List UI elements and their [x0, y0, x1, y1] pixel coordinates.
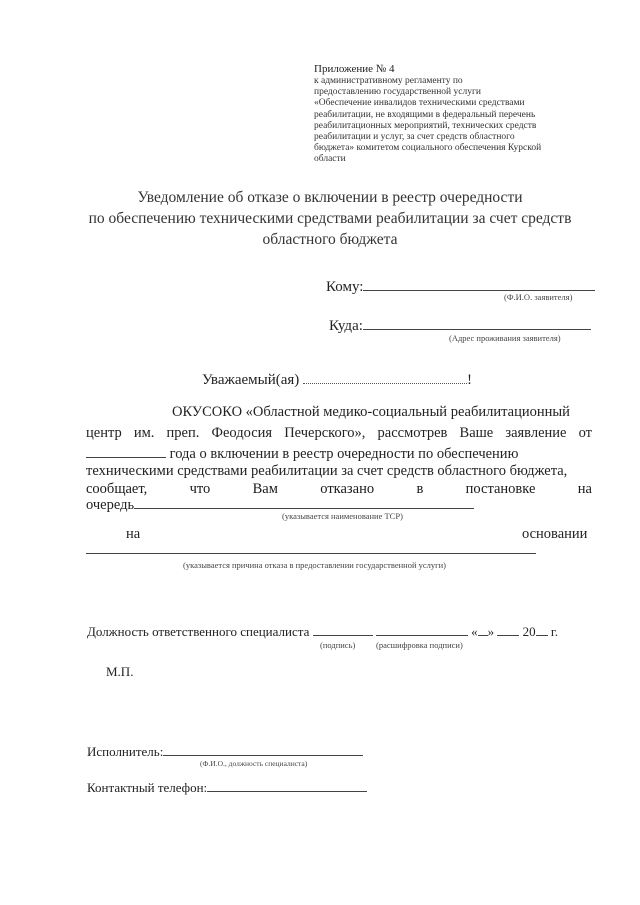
sign-caption: (подпись): [320, 640, 356, 650]
application-date-line[interactable]: [86, 457, 166, 458]
recipient-input-line[interactable]: [363, 290, 595, 291]
date-day-line[interactable]: [478, 635, 488, 636]
signature-line[interactable]: [313, 635, 373, 636]
phone-input-line[interactable]: [207, 791, 367, 792]
executor-label: Исполнитель:: [87, 744, 164, 759]
body-word: в: [416, 481, 424, 497]
address-caption: (Адрес проживания заявителя): [449, 333, 561, 343]
appendix-line: реабилитации и услуг, за счет средств областного: [314, 132, 515, 143]
tsr-caption: (указывается наименование ТСР): [282, 511, 403, 521]
stamp-label: М.П.: [106, 664, 134, 679]
title-line: областного бюджета: [262, 231, 398, 248]
appendix-line: реабилитационных мероприятий, технических средств: [314, 120, 537, 131]
greeting: [202, 372, 472, 389]
appendix-line: к административному регламенту по: [314, 76, 463, 86]
address-label: Куда:: [329, 318, 363, 334]
signature-row: [87, 624, 558, 640]
phone-label: Контактный телефон:: [87, 780, 208, 795]
date-close: »: [487, 624, 495, 639]
greeting-name-line[interactable]: [303, 383, 467, 384]
title-line: Уведомление об отказе о включении в реестр очередности: [137, 189, 523, 206]
body-word: постановке: [465, 481, 536, 497]
year-prefix: 20: [522, 624, 536, 639]
address-input-line[interactable]: [363, 329, 591, 330]
body-line-7-right: основании: [522, 526, 588, 542]
document-title: [60, 187, 600, 250]
decode-caption: (расшифровка подписи): [376, 640, 463, 650]
appendix-number: Приложение № 4: [314, 63, 395, 75]
body-line-1: ОКУСОКО «Областной медико-социальный реабилитационный: [172, 404, 570, 420]
body-line-4: техническими средствами реабилитации за счет средств областного бюджета,: [86, 463, 568, 479]
body-line-7-left: на: [126, 526, 141, 542]
body-line-6: [86, 497, 474, 514]
executor-field: [87, 744, 363, 760]
executor-input-line[interactable]: [163, 755, 363, 756]
body-word: на: [577, 481, 592, 497]
body-line-2: центр им. преп. Феодосия Печерского», рассмотрев Ваше заявление от: [86, 425, 592, 441]
body-line-3-text: года о включении в реестр очередности по обеспечению: [169, 446, 519, 462]
executor-caption: (Ф.И.О., должность специалиста): [200, 759, 308, 768]
body-word: сообщает,: [86, 481, 148, 497]
date-open: «: [471, 624, 478, 639]
body-word: отказано: [320, 481, 375, 497]
greeting-end: !: [467, 372, 473, 388]
title-line: по обеспечению техническими средствами реабилитации за счет средств: [88, 210, 572, 227]
recipient-caption: (Ф.И.О. заявителя): [504, 292, 573, 302]
recipient-label: Кому:: [326, 279, 364, 295]
body-word: Вам: [252, 481, 278, 497]
reason-caption: (указывается причина отказа в предоставлении государственной услуги): [183, 560, 447, 570]
greeting-label: Уважаемый(ая): [202, 372, 300, 388]
appendix-line: бюджета» комитетом социального обеспечения Курской: [314, 143, 542, 154]
body-line-3: [86, 446, 518, 463]
body-word: что: [189, 481, 211, 497]
body-line-5: [86, 481, 592, 498]
year-line[interactable]: [536, 635, 548, 636]
appendix-line: предоставлению государственной услуги: [314, 87, 481, 98]
appendix-block: [314, 62, 596, 166]
queue-label: очередь: [86, 497, 135, 513]
appendix-line: «Обеспечение инвалидов техническими средствами: [314, 98, 525, 109]
signature-decode-line[interactable]: [376, 635, 468, 636]
phone-field: [87, 780, 367, 796]
year-suffix: г.: [550, 624, 558, 639]
tsr-name-line[interactable]: [134, 508, 474, 509]
appendix-line: реабилитации, не входящими в федеральный перечень: [314, 109, 536, 120]
date-month-line[interactable]: [497, 635, 519, 636]
position-label: Должность ответственного специалиста: [87, 624, 310, 639]
reason-line[interactable]: [86, 553, 536, 554]
appendix-line: области: [314, 154, 346, 165]
